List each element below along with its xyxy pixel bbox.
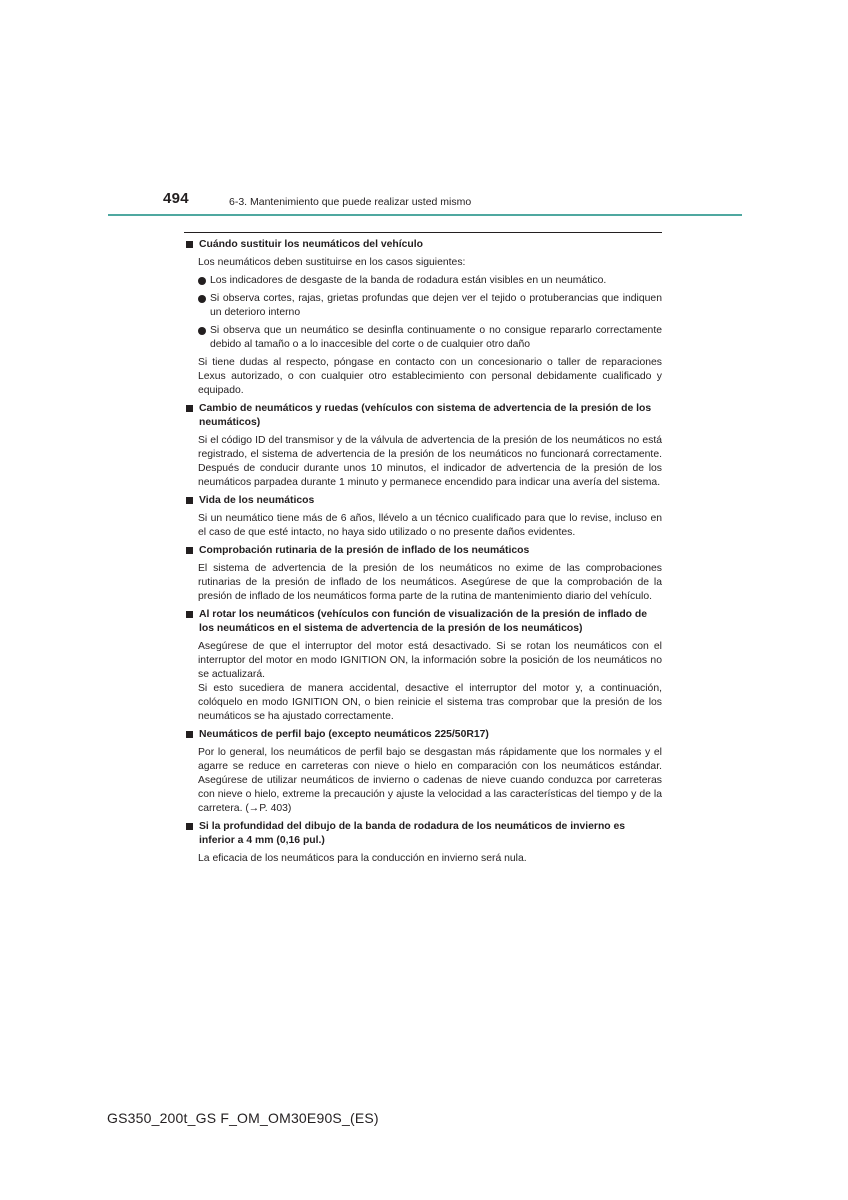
page-content [184, 238, 662, 870]
section-paragraph: El sistema de advertencia de la presión de los neumáticos no exime de las comprobaciones rutinarias de la presión de inflado de los neumáticos. Asegúrese de que la comprobación de la presión de inflado de los neumáticos forma parte de la rutina de mantenimiento diario del vehículo. [198, 563, 662, 602]
square-bullet-icon [186, 611, 193, 618]
section-heading [184, 608, 662, 636]
section-heading [184, 544, 662, 558]
section-winter-tread-depth [184, 820, 662, 866]
square-bullet-icon [186, 241, 193, 248]
section-low-profile-tires [184, 728, 662, 816]
section-intro: Los neumáticos deben sustituirse en los casos siguientes: [198, 257, 466, 268]
round-bullet-icon [198, 295, 206, 303]
section-heading [184, 238, 662, 252]
list-item-text: Si observa que un neumático se desinfla continuamente o no consigue repararlo correctamente debido al tamaño o a lo inaccesible del corte o de cualquier otro daño [210, 325, 662, 350]
square-bullet-icon [186, 405, 193, 412]
section-tire-rotation [184, 608, 662, 724]
section-title: Comprobación rutinaria de la presión de inflado de los neumáticos [199, 545, 530, 556]
section-tire-life [184, 494, 662, 540]
section-title: Vida de los neumáticos [199, 495, 315, 506]
round-bullet-icon [198, 327, 206, 335]
list-item [198, 292, 662, 320]
section-tire-wheel-change [184, 402, 662, 490]
square-bullet-icon [186, 823, 193, 830]
square-bullet-icon [186, 547, 193, 554]
section-title: Cambio de neumáticos y ruedas (vehículos con sistema de advertencia de la presión de los neumáticos) [199, 403, 652, 428]
section-paragraph: Si tiene dudas al respecto, póngase en contacto con un concesionario o taller de reparaciones Lexus autorizado, o con cualquier otro establecimiento con personal debidamente cualificado y equipado. [198, 357, 662, 396]
section-heading [184, 494, 662, 508]
section-when-to-replace [184, 238, 662, 398]
square-bullet-icon [186, 731, 193, 738]
section-paragraph: Asegúrese de que el interruptor del motor está desactivado. Si se rotan los neumáticos con el interruptor del motor en modo IGNITION ON, la información sobre la posición de los neumáticos no se actualizará. [198, 641, 662, 680]
list-item [198, 324, 662, 352]
section-title: Cuándo sustituir los neumáticos del vehículo [199, 239, 424, 250]
page-number: 494 [163, 190, 189, 207]
content-divider [184, 232, 662, 233]
header-divider [108, 214, 742, 216]
chapter-title: 6-3. Mantenimiento que puede realizar usted mismo [229, 196, 472, 208]
list-item-text: Si observa cortes, rajas, grietas profundas que dejen ver el tejido o protuberancias que indiquen un deterioro interno [210, 293, 662, 318]
document-code: GS350_200t_GS F_OM_OM30E90S_(ES) [107, 1110, 379, 1126]
section-heading [184, 402, 662, 430]
list-item-text: Los indicadores de desgaste de la banda de rodadura están visibles en un neumático. [210, 275, 607, 286]
section-heading [184, 820, 662, 848]
section-paragraph: Por lo general, los neumáticos de perfil bajo se desgastan más rápidamente que los normales y el agarre se reduce en carreteras con nieve o hielo en comparación con los neumáticos estándar. Asegúrese de utilizar neumáticos de invierno o cadenas de nieve cuando conduzca por carreteras con nieve o hielo, extreme la precaución y ajuste la velocidad a las características del tiempo y de la carretera. (→P. 403) [198, 747, 662, 814]
section-heading [184, 728, 662, 742]
section-title: Al rotar los neumáticos (vehículos con función de visualización de la presión de inflado de los neumáticos en el sistema de advertencia de la presión de los neumáticos) [199, 609, 648, 634]
section-title: Si la profundidad del dibujo de la banda de rodadura de los neumáticos de invierno es inferior a 4 mm (0,16 pul.) [199, 821, 626, 846]
section-paragraph: La eficacia de los neumáticos para la conducción en invierno será nula. [198, 853, 527, 864]
section-title: Neumáticos de perfil bajo (excepto neumáticos 225/50R17) [199, 729, 489, 740]
list-item [198, 274, 662, 288]
section-paragraph: Si un neumático tiene más de 6 años, llévelo a un técnico cualificado para que lo revise, incluso en el caso de que esté intacto, no haya sido utilizado o no presente daños evidentes. [198, 513, 662, 538]
section-routine-pressure-check [184, 544, 662, 604]
round-bullet-icon [198, 277, 206, 285]
section-paragraph: Si el código ID del transmisor y de la válvula de advertencia de la presión de los neumáticos no está registrado, el sistema de advertencia de la presión de los neumáticos no funcionará correctamente. Después de conducir durante unos 10 minutos, el indicador de advertencia de la presión de los neumáticos parpadea durante 1 minuto y permanece encendido para indicar una avería del sistema. [198, 435, 662, 488]
square-bullet-icon [186, 497, 193, 504]
section-paragraph: Si esto sucediera de manera accidental, desactive el interruptor del motor y, a continuación, colóquelo en modo IGNITION ON, o bien reinicie el sistema tras comprobar que la presión de los neumáticos se ha ajustado correctamente. [198, 683, 662, 722]
